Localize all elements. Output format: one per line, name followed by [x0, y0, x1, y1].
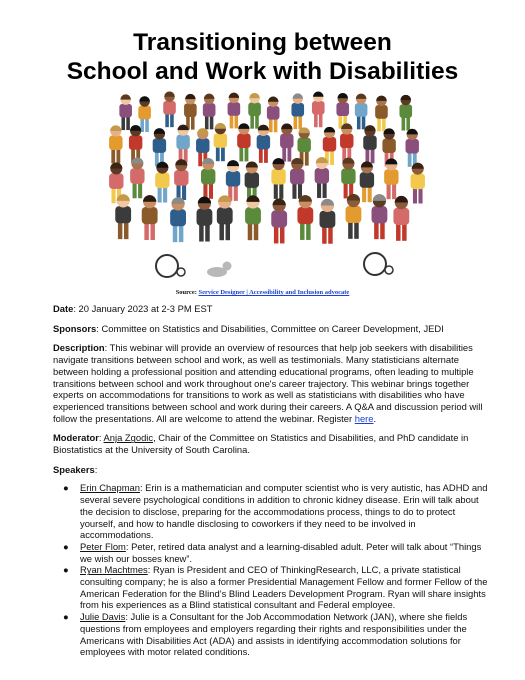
person-body [341, 168, 355, 184]
person-leg [118, 221, 122, 239]
speaker-bio: : Peter, retired data analyst and a learning-disabled adult. Peter will talk about “Things we wish our bosses knew”. [80, 540, 482, 564]
person-leg [357, 115, 361, 130]
event-details [53, 303, 488, 658]
sponsors-value: : Committee on Statistics and Disabilities, Committee on Career Development, JEDI [96, 322, 444, 334]
person-leg [368, 185, 372, 202]
person-body [280, 134, 293, 149]
person-hair [364, 125, 375, 131]
person-body [393, 208, 409, 225]
date-label: Date [53, 303, 74, 314]
person-leg [300, 221, 304, 239]
person-hair [110, 125, 121, 131]
person-leg [371, 148, 375, 164]
bullet: ● [63, 564, 69, 576]
wheelchair-wheel [156, 255, 178, 277]
person-leg [322, 225, 326, 243]
title-line-1: Transitioning between [133, 29, 392, 56]
person-hair [337, 93, 348, 98]
person-leg [199, 223, 203, 241]
person-leg [294, 114, 298, 129]
person-body [297, 138, 310, 153]
person-body [399, 104, 412, 118]
person-body [174, 170, 188, 186]
person-leg [387, 182, 391, 199]
wheelchair-wheel [177, 268, 185, 276]
person-body [363, 135, 376, 150]
person-hair [204, 94, 215, 99]
person-leg [317, 181, 321, 198]
speaker-list [53, 482, 488, 658]
person-body [142, 207, 158, 224]
person-leg [365, 148, 369, 164]
person-leg [144, 222, 148, 240]
person-leg [382, 117, 386, 132]
person-body [237, 133, 250, 148]
person-hair [249, 93, 260, 98]
person-leg [306, 221, 310, 239]
person-leg [259, 147, 263, 163]
wheelchair-wheel [364, 253, 386, 275]
person-body [271, 169, 285, 185]
person-body [201, 169, 215, 185]
person-body [371, 206, 387, 223]
description-text: : This webinar will provide an overview of resources that help job seekers with disabilities navigate transitions between school and work, as well as testimonials. Many statisticians alternate between holding a professional position and attending educational programs, often leading to multiple transitions between school and work throughout one's career trajectory. This webinar brings together experts on accommodations for transitions to work as well as statisticians with disabilities who have experienced transitions between school and work during their careers. A Q&A and discussion period will follow the presentations. All are welcome to attend the webinar. Register [53, 342, 483, 424]
person-leg [339, 114, 343, 129]
speaker-item [63, 482, 488, 541]
person-body [119, 104, 132, 118]
moderator-label: Moderator [53, 432, 99, 444]
person-leg [205, 115, 209, 130]
person-leg [280, 225, 284, 243]
person-body [226, 171, 240, 187]
person-leg [210, 115, 214, 130]
person-hair [120, 94, 130, 99]
person-body [297, 207, 313, 224]
person-body [115, 206, 131, 223]
person-leg [406, 116, 410, 131]
person-leg [319, 113, 323, 128]
person-hair [273, 199, 286, 206]
person-body [355, 103, 368, 117]
person-leg [254, 222, 258, 240]
person-leg [264, 147, 268, 163]
person-hair [227, 160, 239, 166]
speaker-bio: : Ryan is President and CEO of ThinkingResearch, LLC, a private statistical consulting company; he is also a former Presidential Management Fellow and former Fellow of the American Federation for the Blind’s Blind Leaders Development Program. Ryan will share insights from his experiences as a Blind statistical consultant and Federal employee. [80, 564, 488, 611]
person-leg [219, 222, 223, 240]
person-hair [281, 124, 292, 130]
person-body [203, 103, 216, 117]
person-body [336, 102, 349, 116]
person-hair [258, 125, 269, 131]
person-leg [330, 149, 334, 165]
person-leg [226, 222, 230, 240]
person-leg [116, 148, 120, 164]
person-hair [154, 128, 165, 134]
person-leg [377, 117, 381, 132]
person-body [319, 211, 335, 228]
person-leg [362, 115, 366, 130]
person-leg [323, 181, 327, 198]
speaker-item [63, 541, 488, 564]
person-leg [255, 114, 259, 129]
person-leg [380, 221, 384, 239]
person-body [360, 172, 374, 188]
wheelchair-wheel [385, 266, 393, 274]
person-leg [274, 118, 278, 133]
person-leg [173, 224, 177, 242]
description-label: Description [53, 342, 105, 354]
person-leg [392, 182, 396, 199]
person-leg [305, 150, 309, 166]
sponsors-label: Sponsors [53, 322, 97, 334]
person-hair [185, 94, 196, 99]
person-leg [165, 112, 169, 127]
person-leg [230, 114, 234, 129]
person-leg [248, 222, 252, 240]
person-body [163, 101, 176, 115]
person-body [340, 133, 353, 148]
person-leg [145, 117, 149, 132]
person-body [315, 168, 329, 184]
person-hair [356, 94, 367, 99]
person-leg [328, 225, 332, 243]
person-leg [354, 220, 358, 238]
person-leg [402, 222, 406, 240]
page-title [0, 28, 525, 86]
person-hair [268, 97, 279, 102]
person-body [248, 102, 261, 116]
moderator-name: Anja Zgodic [103, 432, 154, 444]
person-leg [133, 181, 137, 198]
person-hair [164, 91, 175, 96]
person-leg [314, 113, 318, 128]
person-leg [203, 182, 207, 199]
moderator-paragraph [53, 432, 488, 455]
person-leg [362, 185, 366, 202]
person-leg [191, 115, 195, 130]
person-hair [347, 194, 360, 201]
person-body [130, 168, 144, 184]
person-leg [344, 182, 348, 199]
bullet: ● [63, 611, 69, 623]
speaker-name: Ryan Machtmes [80, 564, 148, 576]
person-hair [143, 195, 156, 202]
person-leg [205, 223, 209, 241]
person-hair [246, 161, 258, 167]
speakers-heading [53, 464, 488, 476]
person-leg [279, 182, 283, 199]
person-leg [198, 151, 202, 167]
person-leg [209, 182, 213, 199]
speakers-colon: : [94, 463, 98, 475]
person-leg [111, 186, 115, 203]
speaker-name: Peter Flom [80, 540, 126, 552]
person-body [384, 169, 398, 185]
person-leg [287, 146, 291, 162]
person-leg [298, 114, 302, 129]
person-body [228, 102, 241, 116]
person-leg [126, 115, 130, 130]
person-leg [182, 183, 186, 200]
person-body [109, 135, 122, 150]
person-hair [395, 196, 408, 203]
person-hair [373, 194, 386, 201]
person-hair [139, 96, 150, 101]
person-leg [245, 146, 249, 162]
person-body [382, 138, 395, 153]
person-body [375, 105, 388, 119]
person-leg [221, 146, 225, 162]
person-body [257, 135, 270, 150]
person-body [267, 106, 280, 120]
bullet: ● [63, 540, 69, 552]
person-leg [138, 181, 142, 198]
person-body [245, 207, 261, 224]
speaker-item [63, 564, 488, 611]
source-link[interactable]: Service Designer | Accessibility and Inclusion advocate [198, 289, 350, 296]
person-hair [293, 93, 304, 98]
person-leg [274, 225, 278, 243]
person-leg [239, 146, 243, 162]
person-hair [321, 199, 334, 206]
person-hair [130, 125, 141, 131]
person-leg [250, 114, 254, 129]
description-end: . [373, 412, 377, 424]
bullet: ● [63, 482, 69, 494]
person-leg [408, 151, 412, 167]
person-leg [374, 221, 378, 239]
person-body [291, 103, 304, 117]
person-leg [396, 222, 400, 240]
speaker-name: Erin Chapman [80, 482, 140, 494]
person-leg [348, 220, 352, 238]
person-hair [324, 127, 335, 133]
person-body [411, 173, 425, 189]
date-line [53, 303, 488, 315]
person-leg [170, 112, 174, 127]
person-body [196, 138, 209, 153]
person-leg [234, 184, 238, 201]
person-hair [313, 92, 324, 97]
person-hair [238, 123, 249, 129]
person-body [138, 106, 151, 120]
person-leg [216, 146, 220, 162]
dog-head [223, 262, 232, 271]
person-body [129, 135, 142, 150]
title-line-2: School and Work with Disabilities [66, 58, 459, 85]
person-leg [402, 116, 406, 131]
person-leg [298, 182, 302, 199]
person-body [405, 139, 418, 154]
person-body [170, 209, 186, 226]
image-source-caption [0, 289, 525, 296]
description-paragraph [53, 342, 488, 424]
person-body [176, 135, 189, 150]
person-leg [292, 182, 296, 199]
person-leg [158, 186, 162, 203]
speaker-bio: : Erin is a mathematician and computer scientist who is very autistic, has ADHD and several severe psychological conditions in addition to chronic kidney disease. Erin will talk about the decision to disclose, preparing for the accommodations process, things to do to protect yourself, and how to handle disclosing to coworkers if they need to be involved in accommodations. [80, 482, 488, 541]
person-leg [163, 186, 167, 203]
person-body [245, 172, 259, 188]
person-leg [274, 182, 278, 199]
person-leg [150, 222, 154, 240]
person-body [290, 169, 304, 185]
person-body [184, 103, 197, 117]
crowd-illustration [95, 88, 435, 284]
moderator-sep: : [98, 432, 104, 444]
person-body [197, 209, 213, 226]
person-leg [121, 115, 125, 130]
person-body [346, 206, 362, 223]
person-body [323, 137, 336, 152]
source-label: Source: [175, 289, 197, 296]
person-body [109, 173, 123, 189]
person-hair [341, 123, 352, 129]
person-leg [111, 148, 115, 164]
speaker-item [63, 611, 488, 658]
person-body [153, 138, 166, 153]
person-hair [215, 123, 226, 129]
sponsors-line [53, 323, 488, 335]
person-hair [376, 96, 387, 101]
person-leg [269, 118, 273, 133]
person-body [312, 101, 325, 115]
person-leg [235, 114, 239, 129]
register-link[interactable]: here [354, 412, 374, 424]
person-leg [124, 221, 128, 239]
date-value: : 20 January 2023 at 2-3 PM EST [73, 303, 213, 314]
person-leg [418, 187, 422, 204]
person-hair [401, 95, 412, 100]
speaker-bio: : Julie is a Consultant for the Job Accommodation Network (JAN), where she fields questions from employees and employers regarding their rights and responsibilities under the Americans with Disabilities Act (ADA) and assists in identifying accommodation solutions for employees with motor related conditions. [80, 611, 468, 658]
person-body [214, 133, 227, 148]
person-leg [282, 146, 286, 162]
moderator-text: , Chair of the Committee on Statistics and Disabilities, and PhD candidate in Biostatistics at the University of South Carolina. [53, 432, 469, 456]
speakers-label: Speakers [53, 463, 95, 475]
speaker-name: Julie Davis [80, 611, 126, 623]
person-body [155, 172, 169, 188]
person-leg [179, 224, 183, 242]
person-leg [413, 187, 417, 204]
person-hair [229, 93, 240, 98]
person-body [271, 210, 287, 227]
person-body [217, 207, 233, 224]
